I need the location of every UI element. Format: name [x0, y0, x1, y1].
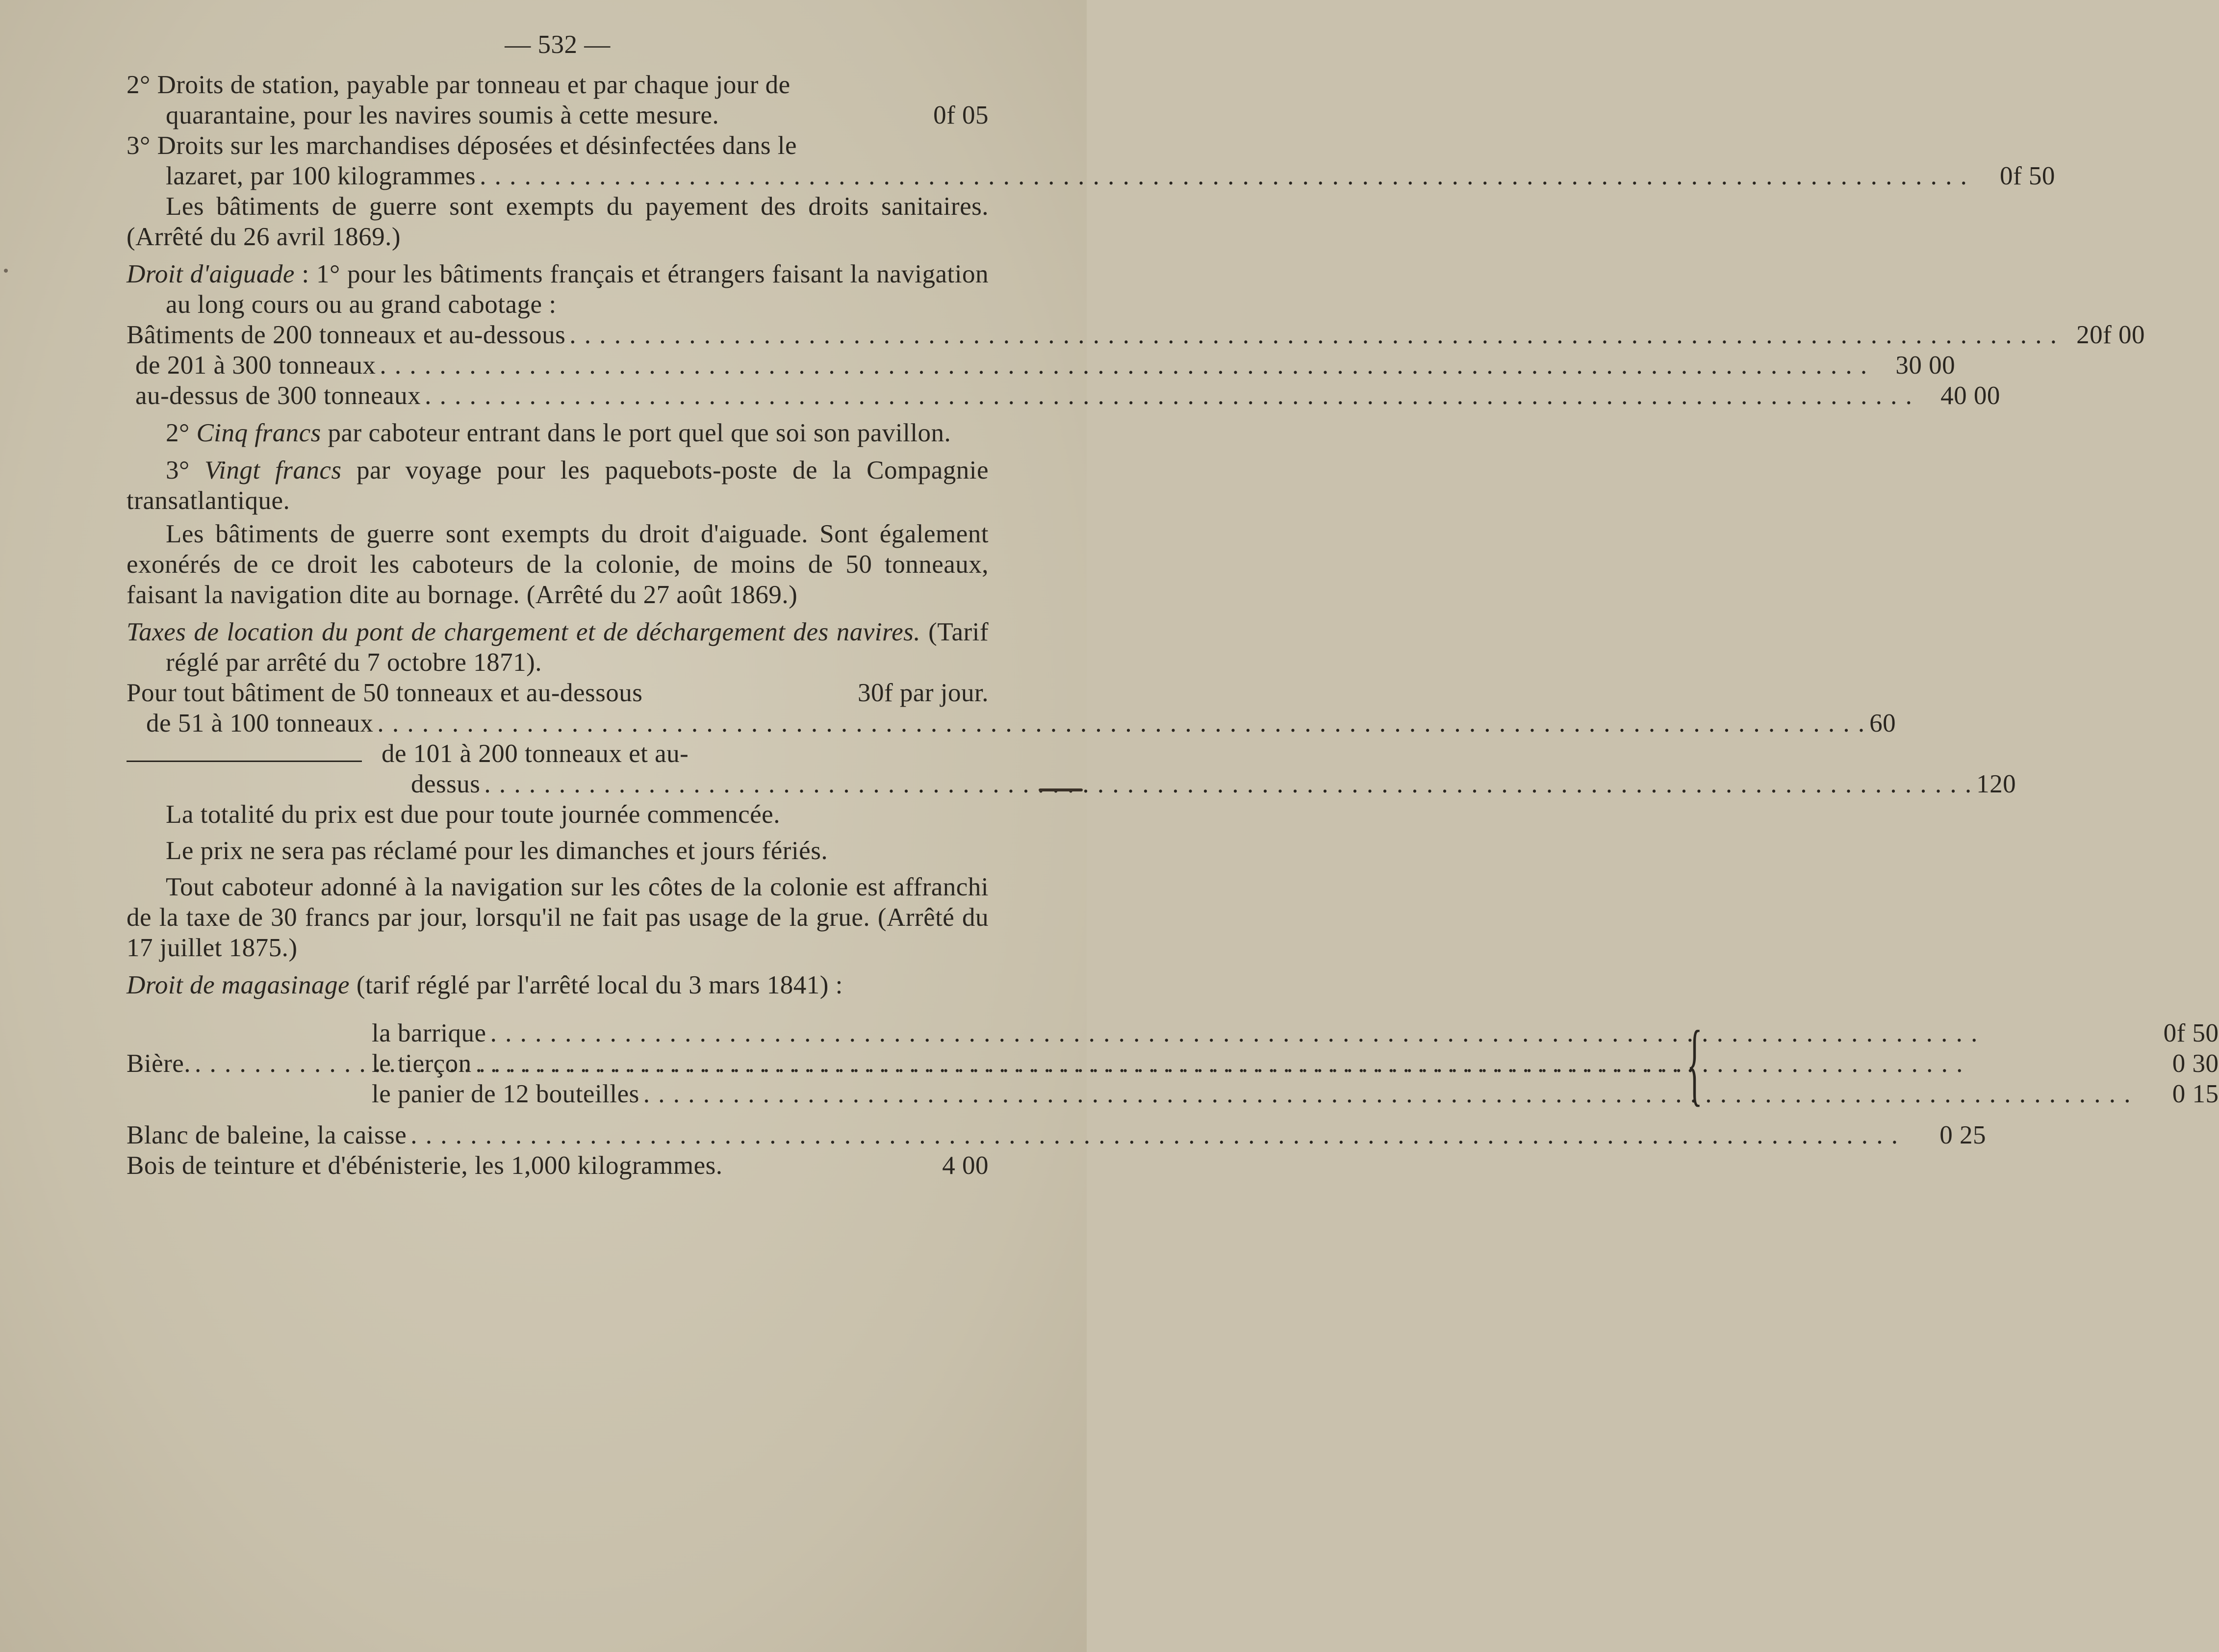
- amount: 0f 05: [933, 101, 989, 129]
- paragraph-dimanches: Le prix ne sera pas réclamé pour les dimanches et jours fériés.: [166, 837, 828, 865]
- section-aiguade: Droit d'aiguade : 1° pour les bâtiments français et étrangers faisant la navigation au long cours ou au grand cabotage :: [127, 260, 989, 319]
- paragraph-totalite: La totalité du prix est due pour toute journée commencée.: [166, 800, 780, 829]
- line-lazaret: lazaret, par 100 kilogrammes . . . 0f 50: [127, 161, 989, 191]
- tariff-row: Pour tout bâtiment de 50 tonneaux et au-dessous 30f par jour.: [127, 679, 989, 707]
- paragraph-vingt-francs: 3° Vingt francs par voyage pour les paquebots-poste de la Compagnie transatlantique.: [127, 456, 989, 515]
- section-title: Taxes de location du pont de chargement et de déchargement des navires.: [127, 618, 921, 646]
- section-magasinage: Droit de magasinage (tarif réglé par l'arrêté local du 3 mars 1841) :: [127, 971, 843, 999]
- margin-ink-mark: [1039, 788, 1083, 791]
- paragraph-caboteur: Tout caboteur adonné à la navigation sur les côtes de la colonie est affranchi de la taxe de 30 francs par jour, lorsqu'il ne fait pas usage de la grue. (Arrêté du 17 juillet 1875.): [127, 873, 989, 962]
- section-title: Droit de magasinage: [127, 971, 350, 999]
- page-number: — 532 —: [505, 30, 611, 59]
- tariff-row: le tierçon . . . 0 30: [372, 1048, 2219, 1079]
- section-title: Droit d'aiguade: [127, 260, 295, 288]
- line-droits-marchandises: 3° Droits sur les marchandises déposées et désinfectées dans le: [127, 131, 797, 160]
- tariff-row: Blanc de baleine, la caisse . . . 0 25: [127, 1120, 989, 1150]
- margin-dot: [4, 269, 8, 273]
- page-text: [127, 29, 2219, 1181]
- tariff-row: Bois de teinture et d'ébénisterie, les 1,000 kilogrammes. 4 00: [127, 1151, 989, 1180]
- tariff-row: dessus . . . 120: [127, 769, 989, 799]
- biere-group: Bière. . . . { la barrique . . . 0f 50 le tierçon . . . 0 30 le panier de 12 bouteilles . . . 0 15: [127, 1017, 989, 1110]
- paragraph-batiments-guerre: Les bâtiments de guerre sont exempts du payement des droits sanitaires. (Arrêté du 26 avril 1869.): [127, 192, 989, 251]
- paragraph-cinq-francs: 2° Cinq francs par caboteur entrant dans le port quel que soi son pavillon.: [166, 419, 951, 447]
- tariff-row: de 51 à 100 tonneaux . . . 60: [127, 708, 989, 738]
- tariff-row: la barrique . . . 0f 50: [372, 1018, 2219, 1048]
- amount: 0f 50: [1999, 162, 2055, 190]
- tariff-row: de 101 à 200 tonneaux et au-: [127, 738, 989, 769]
- tariff-row: le panier de 12 bouteilles . . . 0 15: [372, 1079, 2219, 1109]
- tariff-row: au-dessus de 300 tonneaux . . . 40 00: [127, 381, 989, 411]
- paragraph-exemption-aiguade: Les bâtiments de guerre sont exempts du droit d'aiguade. Sont également exonérés de ce droit les caboteurs de la colonie, de moins de 50 tonneaux, faisant la navigation dite au bornage. (Arrêté du 27 août 1869.): [127, 520, 989, 609]
- tariff-row: Bâtiments de 200 tonneaux et au-dessous . . . 20f 00: [127, 320, 989, 350]
- tariff-row: de 201 à 300 tonneaux . . . 30 00: [127, 350, 989, 381]
- line-droits-station: 2° Droits de station, payable par tonneau et par chaque jour de: [127, 71, 791, 99]
- brace: {: [1686, 1012, 1703, 1115]
- line-quarantaine: quarantaine, pour les navires soumis à cette mesure. 0f 05: [166, 101, 989, 129]
- section-taxes-location: Taxes de location du pont de chargement et de déchargement des navires. (Tarif réglé par arrêté du 7 octobre 1871).: [127, 618, 989, 677]
